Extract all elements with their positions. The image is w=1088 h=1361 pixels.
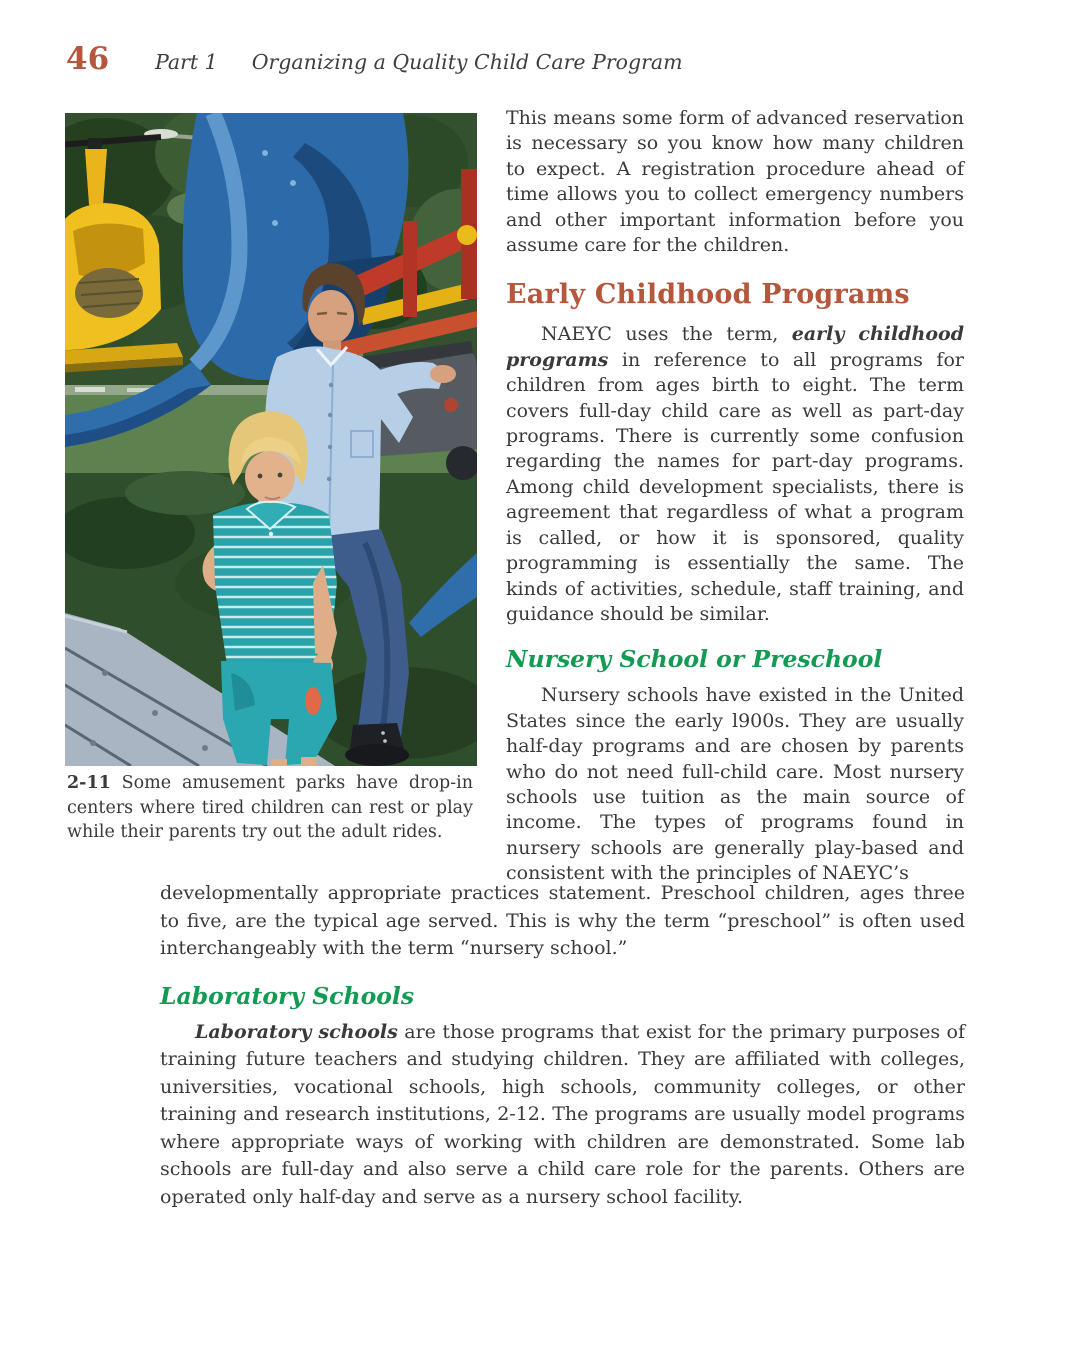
full-width-text-block (160, 880, 965, 1211)
subheading-nursery-school-or-preschool: Nursery School or Preschool (506, 645, 883, 674)
laboratory-paragraph-rest: are those programs that exist for the primary purposes of training future teachers and studying children. They are affiliated with colleges, universities, vocational schools, high schools, community colleges, or other training and research institutions, 2-12. The programs are usually model programs where appropriate ways of working with children are demonstrated. Some lab schools are full-day and also serve a child care role for the parents. Others are operated only half-day and serve as a nursery school facility. (160, 1020, 966, 1208)
subheading-laboratory-schools: Laboratory Schools (160, 981, 415, 1010)
intro-paragraph: This means some form of advanced reservation is necessary so you know how many children to expect. A registration procedure ahead of time allows you to collect emergency numbers and other important information before you assume care for the children. (506, 107, 964, 257)
early-childhood-paragraph-rest: in reference to all programs for children from ages birth to eight. The term covers full-day child care as well as part-day programs. There is currently some confusion regarding the names for part-day programs. Among child development specialists, there is agreement that regardless of what a program is called, or how it is sponsored, quality programming is essentially the same. The kinds of activities, schedule, staff training, and guidance should be similar. (506, 348, 964, 625)
early-childhood-paragraph (506, 322, 964, 627)
nursery-paragraph-column: Nursery schools have existed in the United States since the early l900s. They are usually half-day programs and are chosen by parents who do not need full-child care. Most nursery schools use tuition as the main source of income. The types of programs found in nursery schools are generally play-based and consistent with the principles of NAEYC’s (506, 684, 964, 885)
figure-2-11-photo (65, 113, 477, 766)
page-number: 46 (66, 41, 110, 77)
running-head-part: Part 1 (155, 50, 218, 74)
running-head (155, 50, 683, 74)
running-head-title: Organizing a Quality Child Care Program (251, 50, 683, 74)
section-heading-early-childhood-programs: Early Childhood Programs (506, 279, 910, 311)
amusement-park-photo-illustration (65, 113, 477, 766)
laboratory-paragraph (160, 1019, 965, 1212)
early-childhood-paragraph-lead: NAEYC uses the term, (541, 323, 792, 346)
laboratory-schools-term: Laboratory schools (195, 1020, 398, 1043)
figure-caption (67, 771, 473, 845)
figure-caption-text: Some amusement parks have drop-in centers where tired children can rest or play while their parents try out the adult rides. (67, 773, 473, 842)
nursery-paragraph-continued: developmentally appropriate practices statement. Preschool children, ages three to five, are the typical age served. This is why the term “preschool” is often used interchangeably with the term “nursery school.” (160, 882, 965, 959)
figure-caption-label: 2-11 (67, 773, 111, 793)
right-text-column (506, 106, 964, 887)
early-childhood-programs-term: early childhood programs (506, 323, 964, 371)
